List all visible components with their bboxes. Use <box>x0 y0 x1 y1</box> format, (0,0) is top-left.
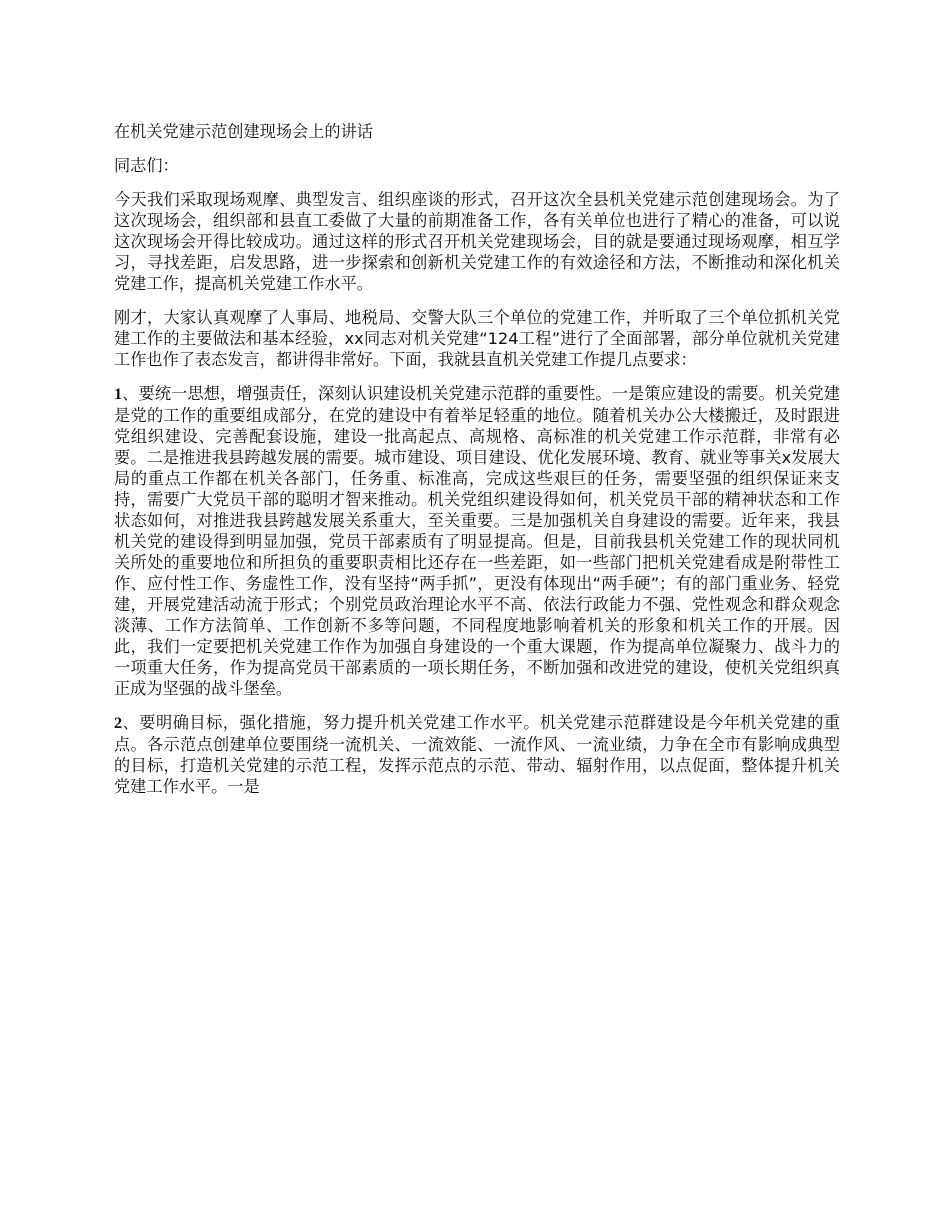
paragraph-text: 、要明确目标，强化措施，努力提升机关党建工作水平。机关党建示范群建设是今年机关党建的重点。各示范点创建单位要围绕一流机关、一流效能、一流作风、一流业绩，力争在全市有影响成典型的目标，打造机关党建的示范工程，发挥示范点的示范、带动、辐射作用，以点促面，整体提升机关党建工作水平。一是 <box>114 713 840 796</box>
paragraph-point-2 <box>114 712 840 797</box>
paragraph-text: 、要统一思想，增强责任，深刻认识建设机关党建示范群的重要性。一是策应建设的需要。机关党建是党的工作的重要组成部分，在党的建设中有着举足轻重的地位。随着机关办公大楼搬迁，及时跟进党组织建设、完善配套设施，建设一批高起点、高规格、高标准的机关党建工作示范群，非常有必要。二是推进我县跨越发展的需要。城市建设、项目建设、优化发展环境、教育、就业等事关x发展大局的重点工作都在机关各部门，任务重、标准高，完成这些艰巨的任务，需要坚强的组织保证来支持，需要广大党员干部的聪明才智来推动。机关党组织建设得如何，机关党员干部的精神状态和工作状态如何，对推进我县跨越发展关系重大，至关重要。三是加强机关自身建设的需要。近年来，我县机关党的建设得到明显加强，党员干部素质有了明显提高。但是，目前我县机关党建工作的现状同机关所处的重要地位和所担负的重要职责相比还存在一些差距，如一些部门把机关党建看成是附带性工作、应付性工作、务虚性工作，没有坚持“两手抓”，更没有体现出“两手硬”；有的部门重业务、轻党建，开展党建活动流于形式；个别党员政治理论水平不高、依法行政能力不强、党性观念和群众观念淡薄、工作方法简单、工作创新不多等问题，不同程度地影响着机关的形象和机关工作的开展。因此，我们一定要把机关党建工作作为加强自身建设的一个重大课题，作为提高单位凝聚力、战斗力的一项重大任务，作为提高党员干部素质的一项长期任务，不断加强和改进党的建设，使机关党组织真正成为坚强的战斗堡垒。 <box>114 384 840 698</box>
paragraph-text: 刚才，大家认真观摩了人事局、地税局、交警大队三个单位的党建工作，并听取了三个单位抓机关党建工作的主要做法和基本经验，xx同志对机关党建“124工程”进行了全面部署，部分单位就机关党建工作也作了表态发言，都讲得非常好。下面，我就县直机关党建工作提几点要求： <box>114 308 840 369</box>
paragraph-intro <box>114 189 840 294</box>
document-page <box>114 121 840 810</box>
paragraph-point-1 <box>114 383 840 699</box>
salutation: 同志们： <box>114 156 179 175</box>
document-title: 在机关党建示范创建现场会上的讲话 <box>114 122 373 141</box>
paragraph-review <box>114 307 840 370</box>
paragraph-text: 今天我们采取现场观摩、典型发言、组织座谈的形式，召开这次全县机关党建示范创建现场会。为了这次现场会，组织部和县直工委做了大量的前期准备工作，各有关单位也进行了精心的准备，可以说这次现场会开得比较成功。通过这样的形式召开机关党建现场会，目的就是要通过现场观摩，相互学习，寻找差距，启发思路，进一步探索和创新机关党建工作的有效途径和方法，不断推动和深化机关党建工作，提高机关党建工作水平。 <box>114 190 840 293</box>
point-number: 2 <box>114 714 123 732</box>
point-number: 1 <box>114 385 123 403</box>
